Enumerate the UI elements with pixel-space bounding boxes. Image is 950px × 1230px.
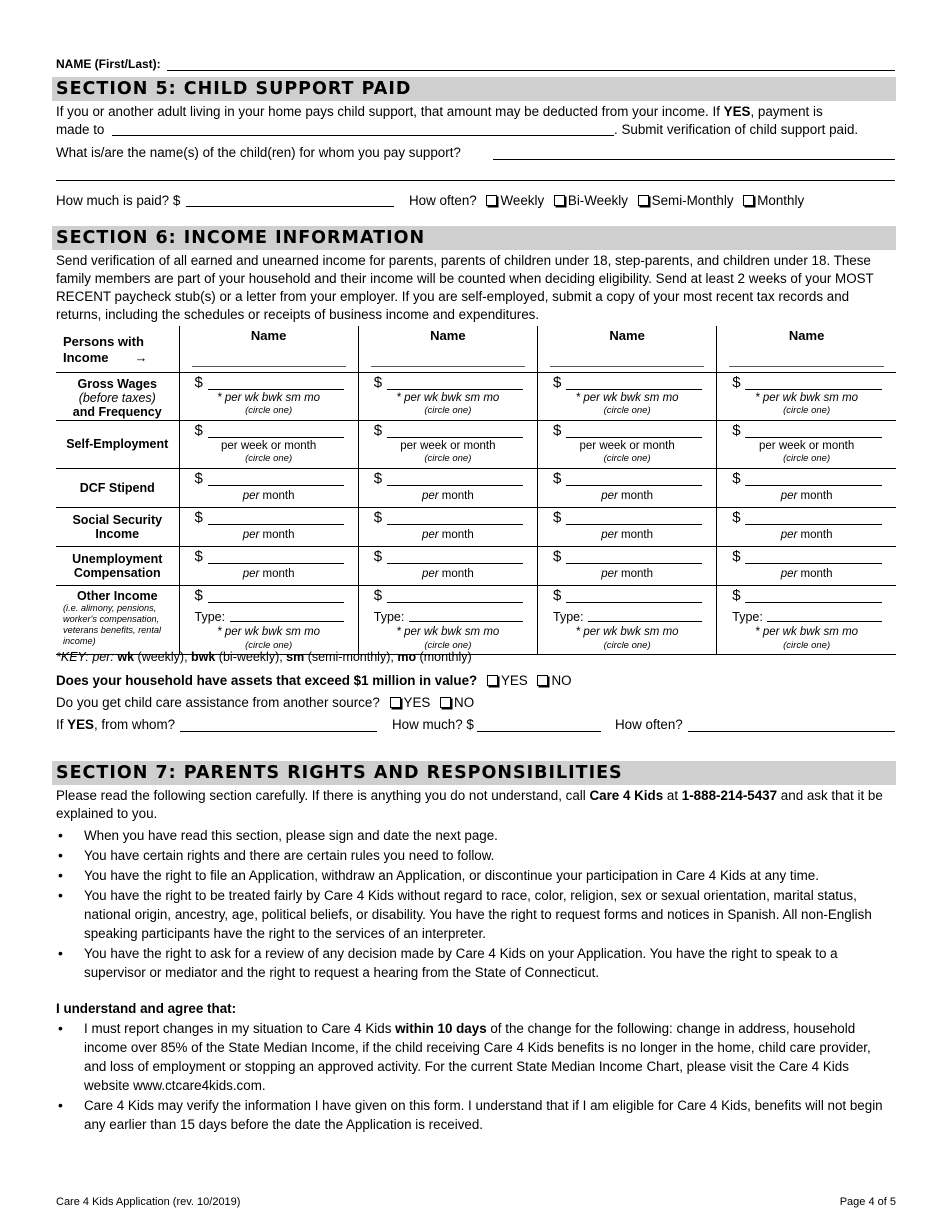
childcare-no-label: NO [454,695,475,710]
arrow-right-icon: → [134,350,148,365]
self-employment-label: Self-Employment [56,420,179,468]
person-2-name-cell[interactable] [358,326,537,372]
income-header-row [56,326,896,372]
monthly-checkbox[interactable] [743,195,754,206]
from-whom-field[interactable] [180,731,377,732]
how-often-2-label: How often? [615,717,683,732]
gross-wages-row [56,372,896,420]
section-7-title: SECTION 7: PARENTS RIGHTS AND RESPONSIBILITIES [52,761,896,785]
biweekly-label: Bi-Weekly [567,193,628,208]
section-6-intro: Send verification of all earned and unearned income for parents, parents of children under 18, step-parents, and children under 18. These family members are part of your household and their income will be counted when deciding eligibility. Send at least 2 weeks of your MOST RECENT paycheck stub(s) or a letter from your employer. If you are self-employed, submit a copy of your most recent tax records and returns, including the schedules or receipts of business income and expenditures. [56,253,874,322]
self-employment-cell[interactable]: $ per week or month (circle one) [538,420,717,468]
list-item: • Care 4 Kids may verify the information I have given on this form. I understand that if I am eligible for Care 4 Kids, benefits will not begin any earlier than 15 days before the date the Application is received. [56,1096,896,1134]
social-security-cell[interactable]: $ per month [538,507,717,546]
list-item: • You have the right to file an Application, withdraw an Application, or discontinue your participation in Care 4 Kids at any time. [56,866,896,885]
how-often-label: How often? [409,193,477,208]
assets-question: Does your household have assets that exceed $1 million in value? [56,673,478,688]
social-security-row [56,507,896,546]
other-income-cell[interactable]: $ Type: * per wk bwk sm mo (circle one) [179,585,358,654]
section-7-intro: Please read the following section carefully. If there is anything you do not understand, call Care 4 Kids at 1-888-214-5437 and ask that it be explained to you. [56,788,883,821]
gross-wages-cell[interactable]: $ * per wk bwk sm mo (circle one) [538,372,717,420]
made-to-label: made to [56,122,105,137]
dcf-stipend-cell[interactable]: $ per month [717,468,896,507]
children-names-field-line2[interactable] [56,180,895,181]
agree-list [56,1019,896,1135]
other-income-cell[interactable]: $ Type: * per wk bwk sm mo (circle one) [358,585,537,654]
how-often-2-field[interactable] [688,731,895,732]
children-names-field[interactable] [493,159,895,160]
childcare-no-checkbox[interactable] [440,697,451,708]
if-yes-from-whom-label: If YES, from whom? [56,717,176,732]
name-field[interactable] [167,70,895,71]
income-table [56,326,896,655]
childcare-yes-label: YES [403,695,431,710]
self-employment-row [56,420,896,468]
self-employment-cell[interactable]: $ per week or month (circle one) [717,420,896,468]
frequency-key: *KEY: per: wk (weekly), bwk (bi-weekly), sm (semi-monthly), mo (monthly) [56,650,472,664]
unemployment-cell[interactable]: $ per month [717,546,896,585]
other-income-row [56,585,896,654]
section-6-title: SECTION 6: INCOME INFORMATION [52,226,896,250]
assets-no-label: NO [551,673,572,688]
dcf-stipend-cell[interactable]: $ per month [179,468,358,507]
children-question: What is/are the name(s) of the child(ren) for whom you pay support? [56,145,461,160]
footer-form-id: Care 4 Kids Application (rev. 10/2019) [56,1196,241,1208]
social-security-cell[interactable]: $ per month [717,507,896,546]
name-header: Name [609,328,645,343]
unemployment-label: Unemployment Compensation [56,546,179,585]
semimonthly-label: Semi-Monthly [651,193,734,208]
assets-no-checkbox[interactable] [537,675,548,686]
social-security-label: Social Security Income [56,507,179,546]
self-employment-cell[interactable]: $ per week or month (circle one) [179,420,358,468]
submit-verification-text: . Submit verification of child support paid. [614,122,859,137]
other-income-cell[interactable]: $ Type: * per wk bwk sm mo (circle one) [717,585,896,654]
section-5-title: SECTION 5: CHILD SUPPORT PAID [52,77,896,101]
list-item: • You have the right to be treated fairly by Care 4 Kids without regard to race, color, religion, sex or sexual orientation, marital status, national origin, ancestry, age, political beliefs, or disability. You have the right to request forms and notices in Spanish. All non-English speaking participants have the right to the services of an interpreter. [56,886,896,943]
dcf-stipend-label: DCF Stipend [56,468,179,507]
list-item: • You have the right to ask for a review of any decision made by Care 4 Kids on your Application. You have the right to speak to a supervisor or mediator and the right to request a hearing from the State of Connecticut. [56,944,896,982]
person-1-name-cell[interactable] [179,326,358,372]
monthly-label: Monthly [757,193,805,208]
persons-with-income-cell [56,326,179,372]
rights-list [56,826,896,983]
list-item: • You have certain rights and there are certain rules you need to follow. [56,846,896,865]
social-security-cell[interactable]: $ per month [358,507,537,546]
weekly-checkbox[interactable] [486,195,497,206]
assets-yes-label: YES [500,673,528,688]
list-item: • When you have read this section, please sign and date the next page. [56,826,896,845]
unemployment-row [56,546,896,585]
childcare-question: Do you get child care assistance from another source? [56,695,380,710]
list-item: • I must report changes in my situation to Care 4 Kids within 10 days of the change for the following: change in address, household income over 85% of the State Median Income, if the child receiving Care 4 Kids benefits is no longer in the home, child care provider, and loss of employment or stopping an approved activity. For the current State Median Income Chart, please visit the Care 4 Kids website www.ctcare4kids.com. [56,1019,896,1095]
how-much-field[interactable] [186,206,394,207]
person-3-name-cell[interactable] [538,326,717,372]
name-header: Name [250,328,287,343]
dcf-stipend-row [56,468,896,507]
assets-yes-checkbox[interactable] [487,675,498,686]
gross-wages-cell[interactable]: $ * per wk bwk sm mo (circle one) [717,372,896,420]
unemployment-cell[interactable]: $ per month [179,546,358,585]
weekly-label: Weekly [500,193,545,208]
agree-heading: I understand and agree that: [56,1001,237,1016]
semimonthly-checkbox[interactable] [638,195,649,206]
section-5-intro: If you or another adult living in your home pays child support, that amount may be deducted from your income. If YES, payment is [56,104,823,119]
how-much-2-field[interactable] [477,731,601,732]
person-4-name-cell[interactable] [717,326,896,372]
dcf-stipend-cell[interactable]: $ per month [358,468,537,507]
name-label: NAME (First/Last): [56,57,161,71]
made-to-field[interactable] [112,135,614,136]
name-header: Name [430,328,466,343]
name-header: Name [788,328,825,343]
childcare-yes-checkbox[interactable] [390,697,401,708]
footer-page-number: Page 4 of 5 [839,1196,896,1208]
gross-wages-cell[interactable]: $ * per wk bwk sm mo (circle one) [358,372,537,420]
other-income-label: Other Income (i.e. alimony, pensions, worker's compensation, veterans benefits, rental income) [56,585,179,654]
how-much-label: How much is paid? $ [56,193,181,208]
dcf-stipend-cell[interactable]: $ per month [538,468,717,507]
how-often-group [409,192,804,210]
gross-wages-label: Gross Wages (before taxes) and Frequency [56,372,179,420]
social-security-cell[interactable]: $ per month [179,507,358,546]
gross-wages-cell[interactable]: $ * per wk bwk sm mo (circle one) [179,372,358,420]
how-much-2-label: How much? $ [392,717,474,732]
biweekly-checkbox[interactable] [554,195,565,206]
assets-question-row [56,672,572,690]
self-employment-cell[interactable]: $ per week or month (circle one) [358,420,537,468]
unemployment-cell[interactable]: $ per month [358,546,537,585]
childcare-question-row [56,694,474,712]
unemployment-cell[interactable]: $ per month [538,546,717,585]
income-label: Income [63,350,109,365]
persons-with-label: Persons with [63,334,144,349]
other-income-cell[interactable]: $ Type: * per wk bwk sm mo (circle one) [538,585,717,654]
